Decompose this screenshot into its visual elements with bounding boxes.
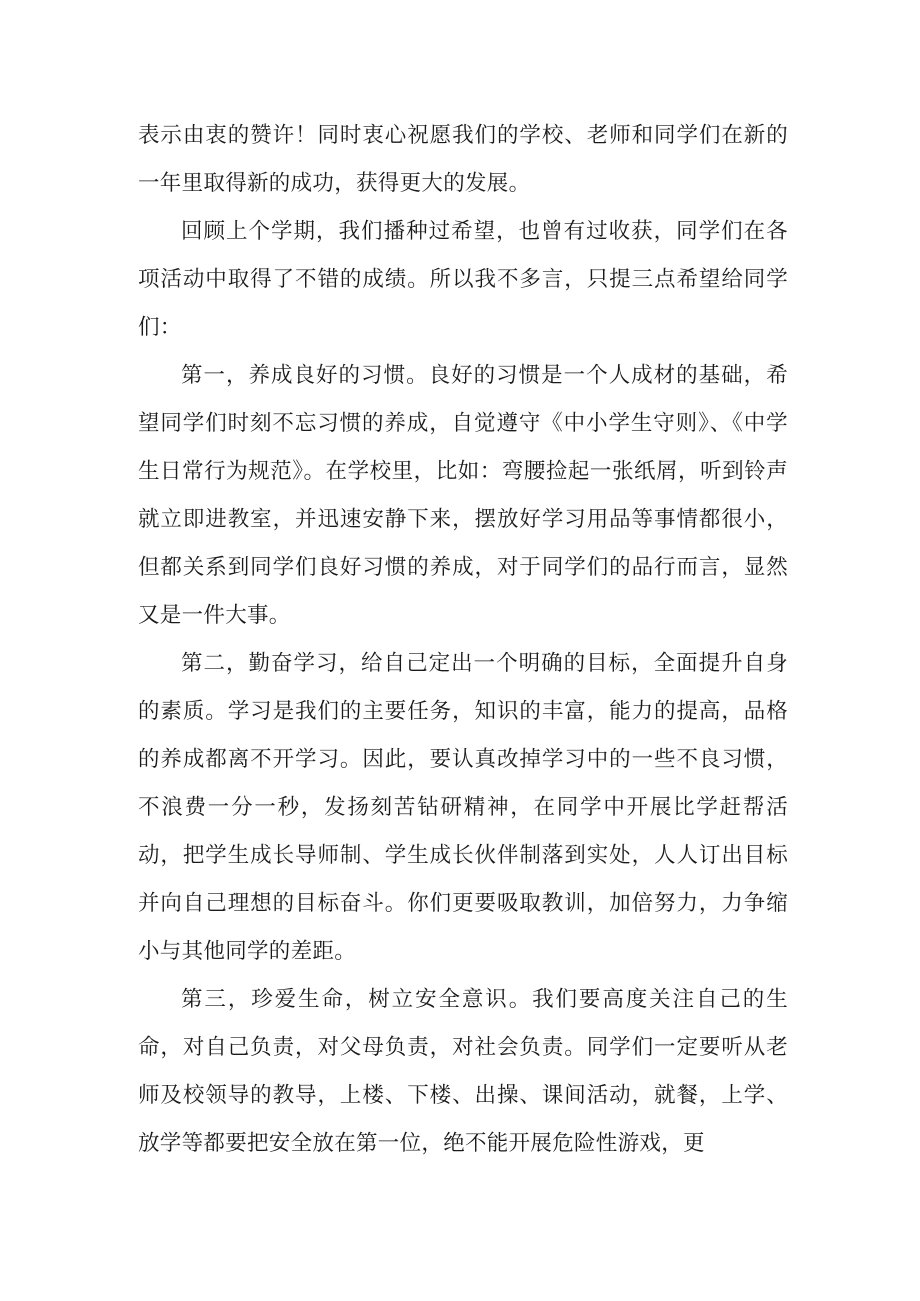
document-body — [138, 112, 788, 1168]
paragraph-review: 回顾上个学期，我们播种过希望，也曾有过收获，同学们在各项活动中取得了不错的成绩。所以我不多言，只提三点希望给同学们： — [138, 219, 788, 340]
paragraph-third-safety: 第三，珍爱生命，树立安全意识。我们要高度关注自己的生命，对自己负责，对父母负责，对社会负责。同学们一定要听从老师及校领导的教导，上楼、下楼、出操、课间活动，就餐，上学、放学等都要把安全放在第一位，绝不能开展危险性游戏，更 — [138, 987, 788, 1156]
paragraph-second-study: 第二，勤奋学习，给自己定出一个明确的目标，全面提升自身的素质。学习是我们的主要任务，知识的丰富，能力的提高，品格的养成都离不开学习。因此，要认真改掉学习中的一些不良习惯，不浪费一分一秒，发扬刻苦钻研精神，在同学中开展比学赶帮活动，把学生成长导师制、学生成长伙伴制落到实处，人人订出目标并向自己理想的目标奋斗。你们更要吸取教训，加倍努力，力争缩小与其他同学的差距。 — [138, 651, 788, 964]
paragraph-first-habits: 第一，养成良好的习惯。良好的习惯是一个人成材的基础，希望同学们时刻不忘习惯的养成，自觉遵守《中小学生守则》、《中学生日常行为规范》。在学校里，比如：弯腰捡起一张纸屑，听到铃声就立即进教室，并迅速安静下来，摆放好学习用品等事情都很小，但都关系到同学们良好习惯的养成，对于同学们的品行而言，显然又是一件大事。 — [138, 363, 788, 628]
paragraph-closing-wishes: 表示由衷的赞许！同时衷心祝愿我们的学校、老师和同学们在新的一年里取得新的成功，获得更大的发展。 — [138, 123, 788, 196]
